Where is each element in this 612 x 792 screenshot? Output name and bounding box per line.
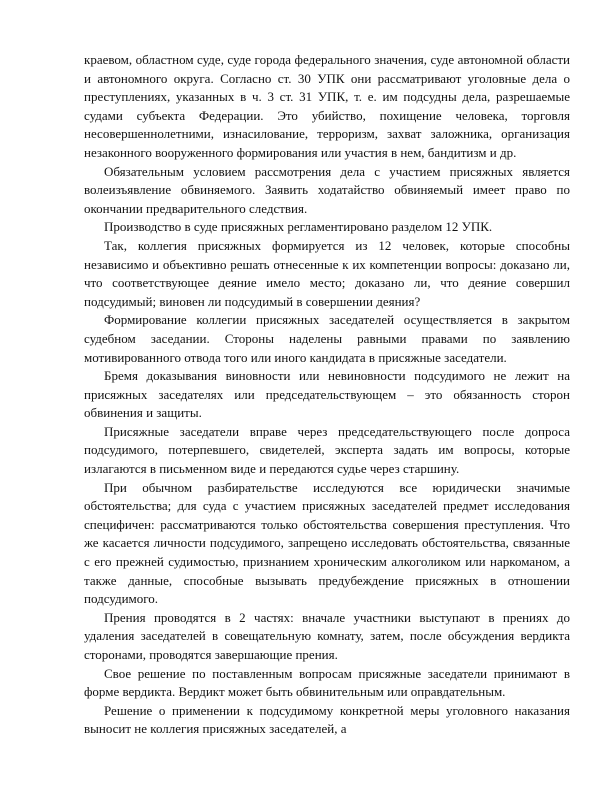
paragraph-7: Присяжные заседатели вправе через председательствующего после допроса подсудимого, потерпевшего, свидетелей, эксперта задать им вопросы, которые излагаются в письменном виде и передаются судье через старшину.	[84, 423, 570, 477]
paragraph-11: Решение о применении к подсудимому конкретной меры уголовного наказания выносит не коллегия присяжных заседателей, а	[84, 702, 570, 737]
paragraph-5: Формирование коллегии присяжных заседателей осуществляется в закрытом судебном заседании. Стороны наделены равными правами по заявлению мотивированного отвода того или иного кандидата в присяжные заседатели.	[84, 312, 570, 365]
paragraph-4: Так, коллегия присяжных формируется из 12 человек, которые способны независимо и объективно решать отнесенные к их компетенции вопросы: доказано ли, что соответствующее деяние имело место; доказано ли, что деяние совершил подсудимый; виновен ли подсудимый в совершении деяния?	[84, 237, 570, 309]
paragraph-1: краевом, областном суде, суде города федерального значения, суде автономной области и автономного округа. Согласно ст. 30 УПК они рассматривают уголовные дела о преступлениях, указанных в ч. 3 ст. 31 УПК, т. е. им подсудны дела, разрешаемые судами субъекта Федерации. Это убийство, похищение человека, торговля несовершеннолетними, изнасилование, терроризм, захват заложника, организация незаконного вооруженного формирования или участия в нем, бандитизм и др.	[84, 52, 570, 160]
document-body	[84, 51, 570, 739]
paragraph-2: Обязательным условием рассмотрения дела с участием присяжных является волеизъявление обвиняемого. Заявить ходатайство обвиняемый имеет право по окончании предварительного следствия.	[84, 163, 570, 216]
paragraph-6: Бремя доказывания виновности или невиновности подсудимого не лежит на присяжных заседателях или председательствующем – это обязанность сторон обвинения и защиты.	[84, 368, 570, 421]
paragraph-9: Прения проводятся в 2 частях: вначале участники выступают в прениях до удаления заседателей в совещательную комнату, затем, после обсуждения вердикта сторонами, проводятся завершающие прения.	[84, 609, 570, 662]
paragraph-10: Свое решение по поставленным вопросам присяжные заседатели принимают в форме вердикта. Вердикт может быть обвинительным или оправдательным.	[84, 665, 570, 700]
paragraph-8: При обычном разбирательстве исследуются все юридически значимые обстоятельства; для суда с участием присяжных заседателей предмет исследования специфичен: рассматриваются только обстоятельства совершения преступления. Что же касается личности подсудимого, запрещено исследовать обстоятельства, связанные с его прежней судимостью, признанием хроническим алкоголиком или наркоманом, а также данные, способные вызывать предубеждение присяжных в отношении подсудимого.	[84, 479, 570, 607]
paragraph-3: Производство в суде присяжных регламентировано разделом 12 УПК.	[104, 219, 493, 235]
